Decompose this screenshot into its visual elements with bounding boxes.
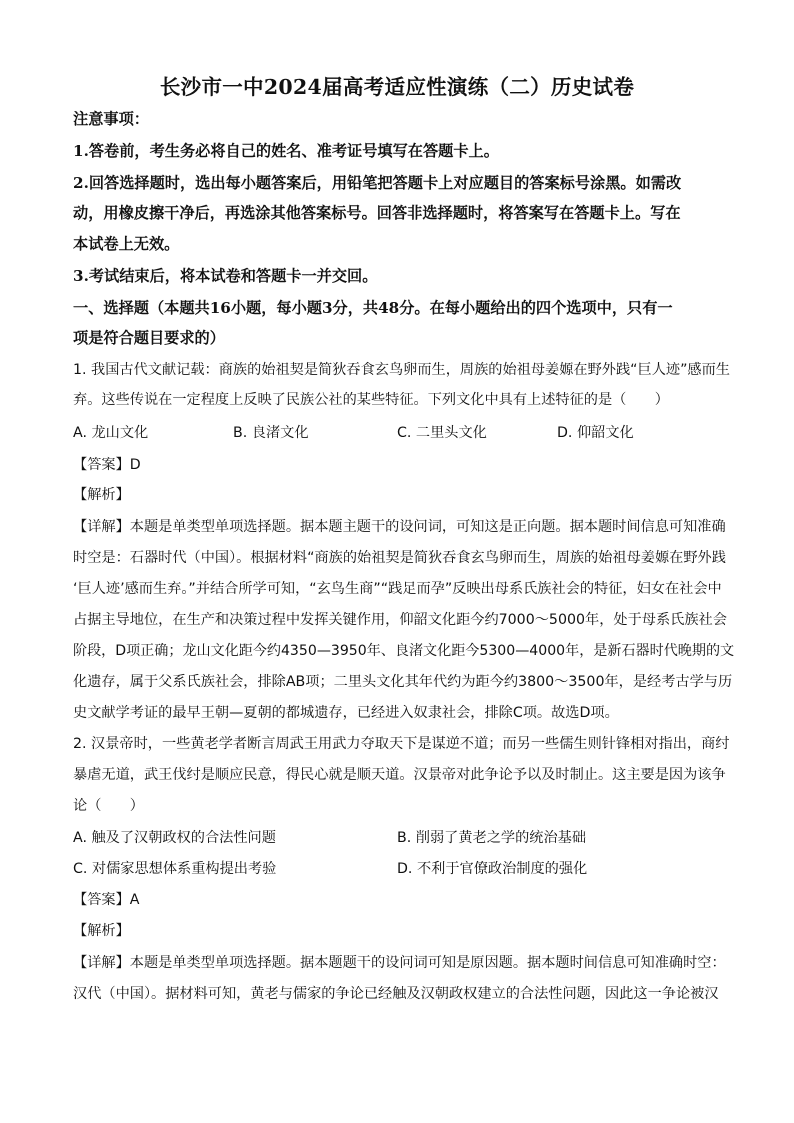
- q2-stem-line-1: 2. 汉景帝时，一些黄老学者断言周武王用武力夺取天下是谋逆不道；而另一些儒生则针锋相对指出，商纣: [73, 736, 730, 752]
- q1-option-b: B. 良渚文化: [233, 425, 309, 441]
- q1-detail-line-7: 史文献学考证的最早王朝—夏朝的都城遗存，已经进入奴隶社会，排除C项。故选D项。: [73, 705, 619, 721]
- q2-option-a: A. 触及了汉朝政权的合法性问题: [73, 830, 276, 846]
- q2-stem-line-2: 暴虐无道，武王伐纣是顺应民意，得民心就是顺天道。汉景帝对此争论予以及时制止。这主要是因为该争: [73, 767, 726, 783]
- section-heading-line-2: 项是符合题目要求的）: [73, 329, 225, 347]
- page-title: 长沙市一中2024届高考适应性演练（二）历史试卷: [159, 75, 635, 99]
- q1-analysis-label: 【解析】: [73, 487, 130, 503]
- q2-stem-line-3: 论（ ）: [73, 798, 144, 814]
- q1-detail-line-2: 时空是：石器时代（中国）。根据材料“商族的始祖契是简狄吞食玄鸟卵而生，周族的始祖母姜嫄在野外践: [73, 550, 726, 566]
- q2-option-d: D. 不利于官僚政治制度的强化: [397, 861, 588, 877]
- q2-detail-line-2: 汉代（中国）。据材料可知，黄老与儒家的争论已经触及汉朝政权建立的合法性问题，因此这一争论被汉: [73, 986, 719, 1002]
- q1-option-d: D. 仰韶文化: [557, 425, 634, 441]
- q1-stem-line-2: 弃。这些传说在一定程度上反映了民族公社的某些特征。下列文化中具有上述特征的是（ ）: [73, 392, 669, 408]
- q1-answer: 【答案】D: [73, 457, 141, 473]
- q1-detail-line-1: 【详解】本题是单类型单项选择题。据本题主题干的设问词，可知这是正向题。据本题时间信息可知准确: [73, 519, 726, 535]
- notice-item-2-line-2: 动，用橡皮擦干净后，再选涂其他答案标号。回答非选择题时，将答案写在答题卡上。写在: [73, 204, 681, 222]
- q1-option-c: C. 二里头文化: [397, 425, 487, 441]
- q1-detail-line-4: 占据主导地位，在生产和决策过程中发挥关键作用，仰韶文化距今约7000～5000年，处于母系氏族社会: [73, 612, 727, 628]
- notice-item-1: 1.答卷前，考生务必将自己的姓名、准考证号填写在答题卡上。: [73, 142, 499, 160]
- q1-option-a: A. 龙山文化: [73, 425, 149, 441]
- q2-answer: 【答案】A: [73, 892, 140, 908]
- q1-stem-line-1: 1. 我国古代文献记载：商族的始祖契是简狄吞食玄鸟卵而生，周族的始祖母姜嫄在野外践“巨人迹”感而生: [73, 362, 730, 378]
- q2-option-b: B. 削弱了黄老之学的统治基础: [397, 830, 587, 846]
- q1-detail-line-5: 阶段，D项正确；龙山文化距今约4350—3950年、良渚文化距今5300—4000年，是新石器时代晚期的文: [73, 643, 735, 659]
- q2-analysis-label: 【解析】: [73, 923, 130, 939]
- q1-detail-line-6: 化遗存，属于父系氏族社会，排除AB项；二里头文化其年代约为距今约3800～3500年，是经考古学与历: [73, 674, 733, 690]
- section-heading-line-1: 一、选择题（本题共16小题，每小题3分，共48分。在每小题给出的四个选项中，只有一: [73, 299, 673, 317]
- notice-heading: 注意事项：: [73, 110, 149, 128]
- q2-detail-line-1: 【详解】本题是单类型单项选择题。据本题题干的设问词可知是原因题。据本题时间信息可知准确时空：: [73, 955, 726, 971]
- notice-item-3: 3.考试结束后，将本试卷和答题卡一并交回。: [73, 267, 378, 285]
- q2-option-c: C. 对儒家思想体系重构提出考验: [73, 861, 277, 877]
- notice-item-2-line-1: 2.回答选择题时，选出每小题答案后，用铅笔把答题卡上对应题目的答案标号涂黑。如需改: [73, 174, 682, 192]
- q1-detail-line-3: ‘巨人迹’感而生弃。”并结合所学可知，“玄鸟生商”“践足而孕”反映出母系氏族社会的特征，妇女在社会中: [73, 581, 722, 597]
- notice-item-2-line-3: 本试卷上无效。: [73, 235, 180, 253]
